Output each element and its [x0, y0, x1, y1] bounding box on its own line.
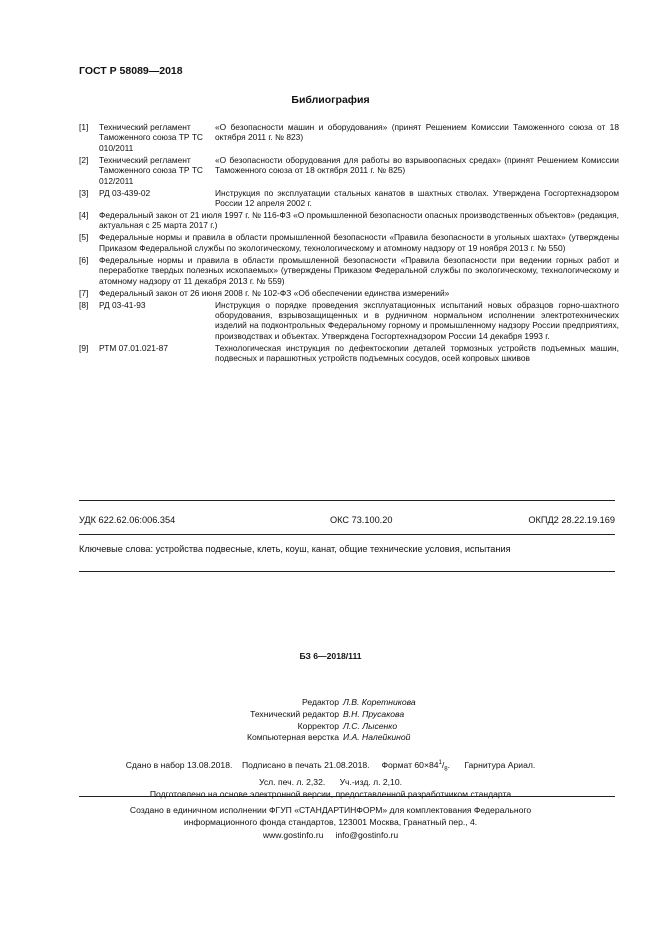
- website-link[interactable]: www.gostinfo.ru: [262, 829, 324, 840]
- bibliography-item: [79, 300, 619, 342]
- footer-contacts: [0, 829, 661, 841]
- credit-role: Технический редактор: [250, 708, 339, 719]
- item-text: Федеральный закон от 21 июля 1997 г. № 116-ФЗ «О промышленной безопасности опасных производственных объектов» (редакция, актуальная с 25 марта 2017 г.): [99, 210, 619, 231]
- format-slash: /: [441, 759, 445, 770]
- credit-line: [0, 709, 661, 721]
- credit-role: Корректор: [297, 720, 339, 731]
- bibliography-item: [79, 232, 619, 253]
- item-text: Инструкция по эксплуатации стальных канатов в шахтных стволах. Утверждена Госгортехнадзором России 12 апреля 2002 г.: [215, 187, 619, 209]
- bibliography-list: [79, 122, 619, 365]
- typeset-date: Сдано в набор 13.08.2018.: [125, 759, 233, 770]
- credit-name: Л.В. Коретникова: [343, 697, 416, 707]
- email-link[interactable]: info@gostinfo.ru: [335, 829, 399, 840]
- credit-line: [0, 721, 661, 733]
- item-text: Технологическая инструкция по дефектоскопии деталей тормозных устройств подъемных машин, подвесных и парашютных устройств подъемных сосудов, осей копровых шкивов: [215, 342, 619, 364]
- bibliography-item: [79, 122, 619, 153]
- format-sub: 8: [444, 766, 448, 773]
- item-number: [5]: [79, 232, 89, 243]
- divider-middle: [79, 534, 615, 535]
- credit-role: Редактор: [302, 697, 339, 707]
- footer-line-1: Создано в единичном исполнении ФГУП «СТАНДАРТИНФОРМ» для комплектования Федерального: [129, 805, 532, 815]
- bibliography-item: [79, 210, 619, 231]
- credit-name: И.А. Налейкиной: [343, 732, 411, 743]
- udk-code: УДК 622.62.06:006.354: [79, 515, 176, 525]
- format-post: .: [447, 759, 451, 770]
- item-number: [7]: [79, 287, 89, 298]
- bibliography-item: [79, 155, 619, 186]
- bz-number: БЗ 6—2018/111: [299, 651, 362, 661]
- credit-line: [0, 697, 661, 709]
- item-source: РД 03-439-02: [99, 187, 151, 198]
- credit-name: Л.С. Лысенко: [343, 720, 398, 731]
- print-date: Подписано в печать 21.08.2018.: [241, 759, 370, 770]
- bibliography-item: [79, 343, 619, 364]
- item-source: Технический регламент Таможенного союза ТР ТС 010/2011: [99, 122, 203, 153]
- divider-bottom: [79, 571, 615, 572]
- format-pre: Формат 60×84: [381, 759, 439, 770]
- bibliography-title: Библиография: [291, 94, 370, 106]
- credit-line: [0, 732, 661, 744]
- item-text: «О безопасности машин и оборудования» (принят Решением Комиссии Таможенного союза от 18 октября 2011 г. № 823): [215, 122, 619, 143]
- item-number: [9]: [79, 342, 89, 353]
- publishing-line-2: [0, 776, 661, 788]
- keywords: Ключевые слова: устройства подвесные, клеть, коуш, канат, общие технические условия, испытания: [79, 544, 511, 554]
- item-source: РТМ 07.01.021-87: [99, 342, 168, 353]
- item-text: Федеральные нормы и правила в области промышленной безопасности «Правила безопасности при ведении горных работ и переработке твердых полезных ископаемых» (утверждены Приказом Федеральной службы по экологическому, технологическому и атомному надзору от 11 декабря 2013 г. № 559): [99, 254, 619, 286]
- item-text: Инструкция о порядке проведения эксплуатационных испытаний новых образцов горно-шахтного оборудования, взрывозащищенных и в рудничном нормальном исполнении электротехнических изделий на подконтрольных Федеральному горному и промышленному надзору России предприятиях, производствах и объектах. Утверждена Госгортехнадзором России 14 декабря 1993 г.: [215, 299, 619, 341]
- divider-top: [79, 500, 615, 501]
- item-text: Федеральный закон от 26 июня 2008 г. № 102-ФЗ «Об обеспечении единства измерений»: [99, 287, 450, 298]
- item-text: «О безопасности оборудования для работы во взрывоопасных средах» (принят Решением Комиссии Таможенного союза от 18 октября 2011 г. № 825): [215, 154, 619, 176]
- item-number: [4]: [79, 210, 89, 221]
- item-source: Технический регламент Таможенного союза ТР ТС 012/2011: [99, 154, 203, 186]
- standard-number: ГОСТ Р 58089—2018: [79, 65, 183, 77]
- item-number: [2]: [79, 154, 89, 165]
- item-number: [6]: [79, 254, 89, 265]
- format-sup: 1: [438, 760, 442, 766]
- okpd-code: ОКПД2 28.22.19.169: [528, 515, 615, 525]
- item-text: Федеральные нормы и правила в области промышленной безопасности «Правила безопасности в угольных шахтах» (утверждены Приказом Федеральной службы по экологическому, технологическому и атомному надзору от 19 ноября 2013 г. № 550): [99, 232, 619, 253]
- footer-line-2: информационного фонда стандартов, 123001 Москва, Гранатный пер., 4.: [183, 817, 478, 828]
- publishing-info: [0, 757, 661, 800]
- footer-info: [0, 804, 661, 841]
- bibliography-item: [79, 255, 619, 286]
- item-number: [3]: [79, 187, 89, 198]
- credits-block: [0, 697, 661, 744]
- bibliography-item: [79, 188, 619, 209]
- publisher-sheets: Уч.-изд. л. 2,10.: [339, 776, 403, 787]
- typeface: Гарнитура Ариал.: [464, 759, 536, 770]
- bibliography-item: [79, 288, 619, 298]
- publishing-line-3: Подготовлено на основе электронной версии, предоставленной разработчиком стандарта: [149, 788, 512, 799]
- credit-role: Компьютерная верстка: [246, 732, 339, 743]
- publishing-line-1: [0, 757, 661, 776]
- credit-name: В.Н. Прусакова: [343, 708, 405, 719]
- oks-code: ОКС 73.100.20: [330, 515, 393, 525]
- format: [381, 759, 451, 773]
- item-number: [8]: [79, 299, 89, 310]
- print-sheets: Усл. печ. л. 2,32.: [258, 776, 326, 787]
- item-source: РД 03-41-93: [99, 299, 146, 310]
- divider-footer: [79, 796, 615, 797]
- item-number: [1]: [79, 122, 89, 132]
